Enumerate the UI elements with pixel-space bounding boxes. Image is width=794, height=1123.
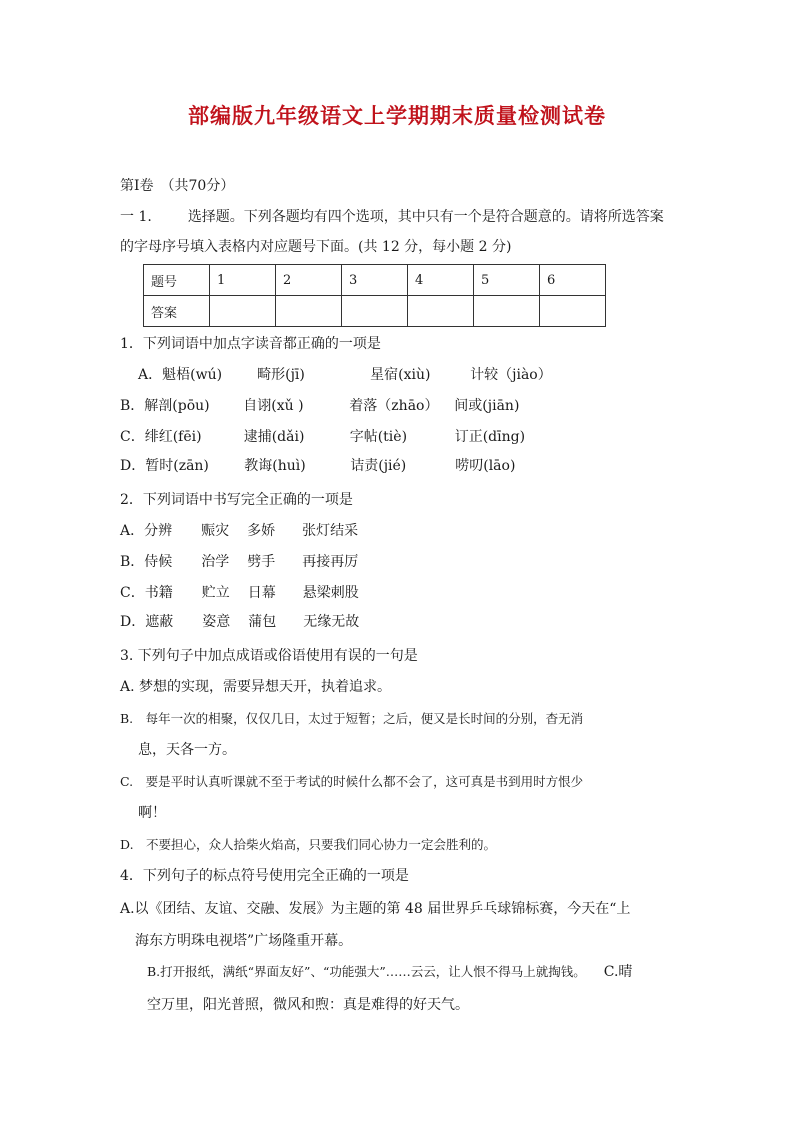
q1-intro-line1 [120, 208, 664, 226]
question4-option-b-line [147, 963, 632, 981]
question2-stem: 2．下列词语中书写完全正确的一项是 [120, 492, 353, 508]
option-item: 治学 [201, 554, 230, 570]
option-item: 诘责(jié) [350, 458, 407, 474]
option-item: 贮立 [201, 585, 230, 601]
question3-option-d: D. 不要担心，众人拾柴火焰高，只要我们同心协力一定会胜利的。 [120, 837, 497, 852]
question2-option-b [120, 553, 358, 571]
option-item: 星宿(xiù) [370, 367, 431, 383]
question2-option-c [120, 584, 359, 602]
option-item: 分辨 [144, 523, 173, 539]
table-question-number: 2 [276, 265, 342, 296]
option-item: 自诩(xǔ ) [243, 398, 304, 414]
table-header-label: 题号 [144, 265, 210, 296]
table-question-number: 6 [540, 265, 606, 296]
option-item: 张灯结采 [302, 523, 359, 539]
option-letter: B． [120, 554, 145, 570]
question3-option-a: A. 梦想的实现，需要异想天开，执着追求。 [120, 679, 392, 695]
question4-option-a-line1: A.以《团结、友谊、交融、发展》为主题的第 48 届世界乒乓球锦标赛，今天在“上 [120, 901, 631, 917]
option-item: 多娇 [247, 523, 276, 539]
question1-stem: 1．下列词语中加点字读音都正确的一项是 [120, 336, 381, 352]
table-question-number: 4 [408, 265, 474, 296]
answer-table-header-row [144, 265, 606, 296]
question3-option-b-line1: B. 每年一次的相聚，仅仅几日，太过于短暂；之后，便又是长时间的分别，杳无消 [120, 711, 584, 726]
question3-option-c-line1: C. 要是平时认真听课就不至于考试的时候什么都不会了，这可真是书到用时方恨少 [120, 774, 584, 789]
option-letter: A． [138, 367, 163, 383]
document-title: 部编版九年级语文上学期期末质量检测试卷 [188, 104, 606, 128]
option-letter: C． [120, 429, 145, 445]
answer-table [143, 264, 606, 327]
answer-cell[interactable] [210, 296, 276, 327]
section-heading: 第Ⅰ卷 （共70分） [120, 178, 235, 194]
answer-cell[interactable] [408, 296, 474, 327]
question3-option-c-line2: 啊！ [138, 805, 166, 821]
q1-intro-line2: 的字母序号填入表格内对应题号下面。(共 12 分，每小题 2 分) [120, 239, 512, 255]
option-item: 劈手 [247, 554, 276, 570]
option-item: 遮蔽 [145, 614, 174, 630]
q1-number: 一 1. [120, 209, 152, 225]
option-letter: D． [120, 458, 146, 474]
question3-option-b-line2: 息，天各一方。 [138, 742, 236, 758]
option-letter: A． [120, 523, 145, 539]
option-item: 姿意 [202, 614, 231, 630]
answer-cell[interactable] [474, 296, 540, 327]
question1-option-d [120, 457, 515, 475]
question1-option-b [120, 397, 519, 415]
question4-stem: 4．下列句子的标点符号使用完全正确的一项是 [120, 868, 409, 884]
table-question-number: 5 [474, 265, 540, 296]
option-letter: B． [120, 398, 145, 414]
option-item: 订正(dīng) [454, 429, 526, 445]
option-item: 魁梧(wú) [162, 367, 223, 383]
option-item: 逮捕(dǎi) [243, 429, 305, 445]
option-item: 蒲包 [248, 614, 277, 630]
answer-cell[interactable] [540, 296, 606, 327]
answer-cell[interactable] [276, 296, 342, 327]
option-item: 赈灾 [201, 523, 230, 539]
question4-option-b: B.打开报纸，满纸“界面友好”、“功能强大”……云云，让人恨不得马上就掏钱。 [147, 964, 586, 979]
option-item: 日幕 [247, 585, 276, 601]
option-item: 暂时(zān) [145, 458, 209, 474]
option-item: 着落（zhāo） [349, 398, 439, 414]
option-item: 绯红(fēi) [144, 429, 202, 445]
table-question-number: 3 [342, 265, 408, 296]
option-item: 书籍 [144, 585, 173, 601]
question4-option-c-line2: 空万里，阳光普照，微风和煦：真是难得的好天气。 [147, 997, 469, 1013]
question3-stem: 3. 下列句子中加点成语或俗语使用有误的一句是 [120, 648, 418, 664]
option-item: 解剖(pōu) [144, 398, 210, 414]
option-item: 悬梁刺股 [302, 585, 359, 601]
table-question-number: 1 [210, 265, 276, 296]
question4-option-a-line2: 海东方明珠电视塔”广场隆重开幕。 [135, 933, 353, 949]
question1-option-a [138, 366, 552, 384]
q1-intro-text: 选择题。下列各题均有四个选项，其中只有一个是符合题意的。请将所选答案 [187, 209, 664, 225]
question1-option-c [120, 428, 525, 446]
option-letter: D． [120, 614, 146, 630]
option-item: 间或(jiān) [454, 398, 520, 414]
option-item: 再接再厉 [302, 554, 359, 570]
answer-table-answer-row [144, 296, 606, 327]
option-item: 无缘无故 [303, 614, 360, 630]
question2-option-a [120, 522, 358, 540]
option-item: 教诲(huì) [244, 458, 306, 474]
answer-cell[interactable] [342, 296, 408, 327]
option-item: 唠叨(lāo) [455, 458, 516, 474]
question2-option-d [120, 613, 359, 631]
option-item: 字帖(tiè) [349, 429, 408, 445]
table-answer-label: 答案 [144, 296, 210, 327]
option-item: 畸形(jī) [257, 367, 305, 383]
option-item: 计较（jiào） [470, 367, 552, 383]
option-item: 侍候 [144, 554, 173, 570]
option-letter: C． [120, 585, 145, 601]
question4-option-c-start: C.晴 [603, 964, 633, 980]
